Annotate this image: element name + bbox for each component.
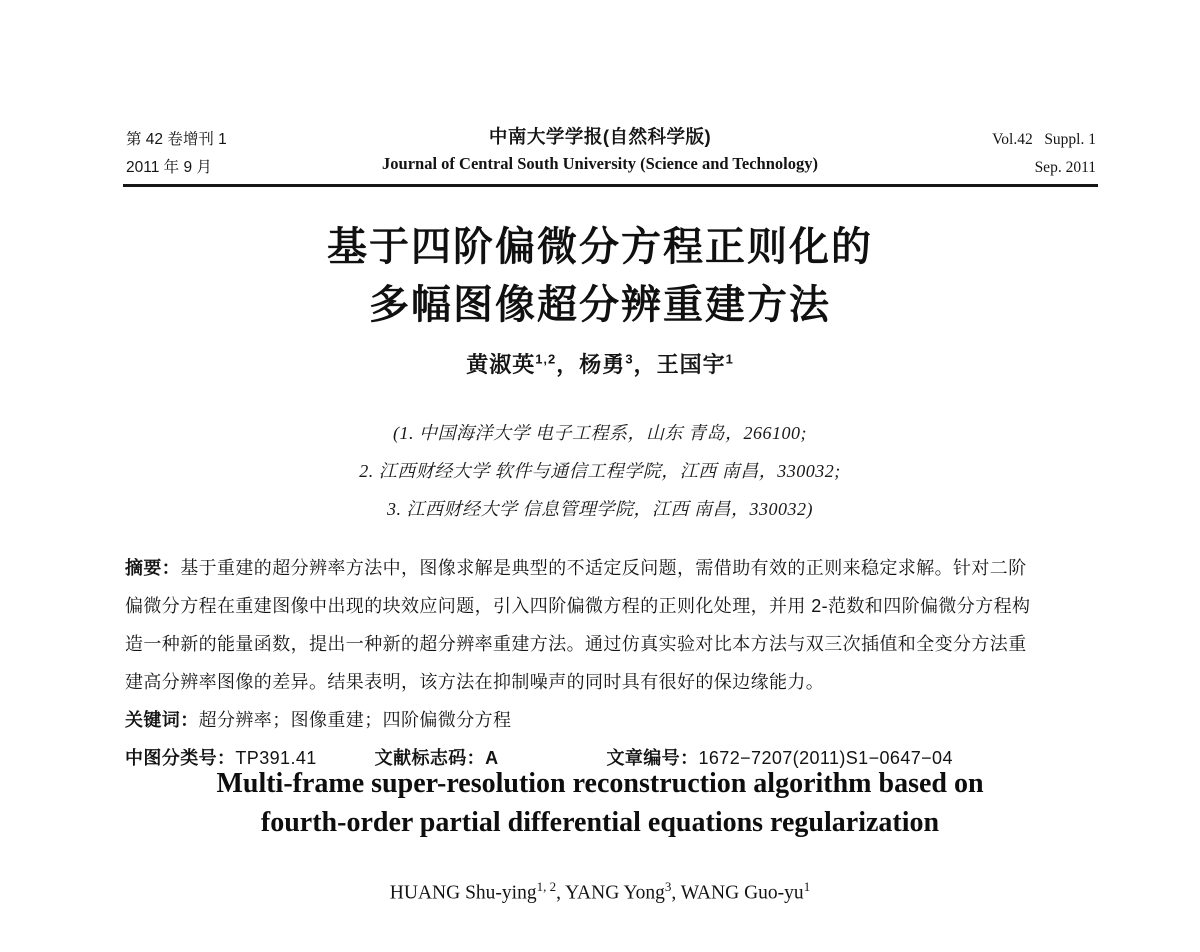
keywords-text: 超分辨率；图像重建；四阶偏微分方程 [198,710,512,730]
author-cn-name: 杨勇 [579,352,626,377]
doc-code-value: A [485,748,499,768]
clc-value: TP391.41 [235,748,317,768]
paper-title-cn-line2: 多幅图像超分辨重建方法 [369,283,831,327]
affiliation-line: 2. 江西财经大学 软件与通信工程学院，江西 南昌，330032; [359,461,841,481]
journal-date-en: Sep. 2011 [1034,159,1096,176]
abstract-text: 基于重建的超分辨率方法中，图像求解是典型的不适定反问题，需借助有效的正则来稳定求解。针对二阶 [180,558,1027,578]
abstract-section [125,549,1085,777]
author-cn-sup: 1,2 [535,351,557,367]
doc-code-label: 文献标志码： [374,748,486,768]
clc-label: 中图分类号： [125,748,236,768]
article-id-value: 1672−7207(2011)S1−0647−04 [698,748,953,768]
author-en-name: HUANG Shu-ying [389,882,537,904]
article-id-label: 文章编号： [606,748,699,768]
paper-title-cn [0,218,1200,334]
paper-title-en [0,764,1200,842]
author-separator: , [556,882,566,904]
abstract-line: 建高分辨率图像的差异。结果表明，该方法在抑制噪声的同时具有很好的保边缘能力。 [125,672,825,692]
author-en-sup: 1, 2 [536,879,557,894]
author-en-name: WANG Guo-yu [680,882,804,904]
author-cn-sup: 3 [625,351,634,367]
keywords-label: 关键词： [125,710,199,730]
journal-date-cn: 2011 年 9 月 [126,159,212,176]
affiliation-line: 3. 江西财经大学 信息管理学院，江西 南昌，330032) [387,499,813,519]
affiliation-line: (1. 中国海洋大学 电子工程系，山东 青岛，266100; [393,423,807,443]
abstract-line: 偏微分方程在重建图像中出现的块效应问题，引入四阶偏微方程的正则化处理，并用 2-范数和四阶偏微分方程构 [125,596,1031,616]
abstract-line [125,549,1085,587]
keywords-line [125,701,1085,739]
paper-title-cn-line1: 基于四阶偏微分方程正则化的 [327,225,873,269]
author-cn-name: 王国宇 [656,352,726,377]
journal-name-block [180,124,1020,177]
affiliations [0,414,1200,528]
author-cn-name: 黄淑英 [466,352,536,377]
journal-issue-cn: 第 42 卷增刊 1 [126,131,227,148]
journal-vol-en: Vol.42 Suppl. 1 [992,131,1096,148]
author-en-sup: 1 [803,879,811,894]
author-separator: ， [633,352,657,377]
author-en-sup: 3 [664,879,672,894]
journal-volume-block [992,126,1096,182]
author-cn-sup: 1 [725,351,734,367]
author-separator: ， [556,352,580,377]
journal-name-cn: 中南大学学报(自然科学版) [488,126,712,147]
authors-en [0,879,1200,905]
abstract-label: 摘要： [125,558,181,578]
paper-title-en-line1: Multi-frame super-resolution reconstruction algorithm based on [216,768,984,799]
author-en-name: YANG Yong [565,882,665,904]
author-separator: , [671,882,681,904]
journal-name-en: Journal of Central South University (Science and Technology) [382,154,818,173]
paper-title-en-line2: fourth-order partial differential equations regularization [260,807,940,838]
header-divider [123,184,1098,187]
authors-cn [0,348,1200,379]
abstract-line: 造一种新的能量函数，提出一种新的超分辨率重建方法。通过仿真实验对比本方法与双三次插值和全变分方法重 [125,634,1027,654]
